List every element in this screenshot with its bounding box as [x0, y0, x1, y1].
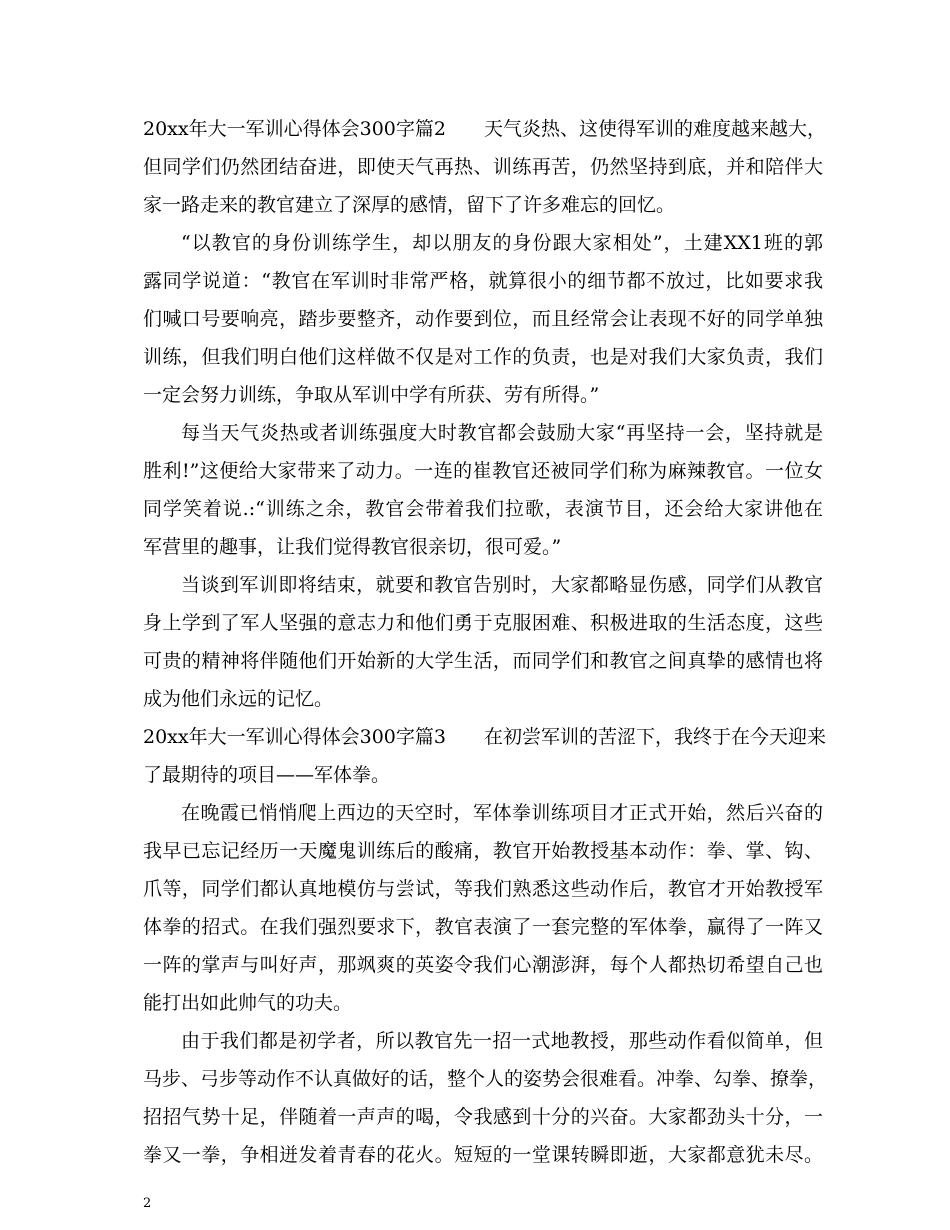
text-line: 训练，但我们明白他们这样做不仅是对工作的负责，也是对我们大家负责，我们 [143, 346, 823, 368]
text-line: 招招气势十足，伴随着一声声的喝，令我感到十分的兴奋。大家都劲头十分，一 [143, 1106, 823, 1128]
text-line: 家一路走来的教官建立了深厚的感情，留下了许多难忘的回忆。 [143, 194, 676, 216]
text-line: 胜利!”这便给大家带来了动力。一连的崔教官还被同学们称为麻辣教官。一位女 [143, 460, 823, 482]
text-line: 可贵的精神将伴随他们开始新的大学生活，而同学们和教官之间真挚的感情也将 [143, 650, 823, 672]
text-line: 爪等，同学们都认真地模仿与尝试，等我们熟悉这些动作后，教官才开始教授军 [143, 878, 823, 900]
text-line: 同学笑着说.:“训练之余，教官会带着我们拉歌，表演节目，还会给大家讲他在 [143, 498, 823, 520]
text-line: 马步、弓步等动作不认真做好的话，整个人的姿势会很难看。冲拳、勾拳、撩拳， [143, 1068, 828, 1090]
text-line: 一定会努力训练，争取从军训中学有所获、劳有所得。” [143, 384, 600, 406]
page-number: 2 [143, 1196, 152, 1211]
text-line: 军营里的趣事，让我们觉得教官很亲切，很可爱。” [143, 536, 562, 558]
text-line: 了最期待的项目——军体拳。 [143, 764, 391, 786]
text-line: 体拳的招式。在我们强烈要求下，教官表演了一套完整的军体拳，赢得了一阵又 [143, 916, 823, 938]
text-line: 当谈到军训即将结束，就要和教官告别时，大家都略显伤感，同学们从教官 [181, 574, 823, 596]
text-line: 一阵的掌声与叫好声，那飒爽的英姿令我们心潮澎湃，每个人都热切希望自己也 [143, 954, 823, 976]
text-line: 拳又一拳，争相迸发着青春的花火。短短的一堂课转瞬即逝，大家都意犹未尽。 [143, 1144, 823, 1166]
text-line: 每当天气炎热或者训练强度大时教官都会鼓励大家“再坚持一会，坚持就是 [181, 422, 823, 444]
text-line: 我早已忘记经历一天魔鬼训练后的酸痛，教官开始教授基本动作：拳、掌、钩、 [143, 840, 823, 862]
text-line: 露同学说道：“教官在军训时非常严格，就算很小的细节都不放过，比如要求我 [143, 270, 823, 292]
text-line: “以教官的身份训练学生，却以朋友的身份跟大家相处”，土建XX1班的郭 [181, 232, 823, 254]
text-line: 们喊口号要响亮，踏步要整齐，动作要到位，而且经常会让表现不好的同学单独 [143, 308, 823, 330]
text-line: 身上学到了军人坚强的意志力和他们勇于克服困难、积极进取的生活态度，这些 [143, 612, 823, 634]
text-line: 成为他们永远的记忆。 [143, 688, 334, 710]
text-line: 能打出如此帅气的功夫。 [143, 992, 353, 1014]
text-line: 20xx年大一军训心得体会300字篇3 在初尝军训的苦涩下，我终于在今天迎来 [143, 726, 826, 748]
text-line: 在晚霞已悄悄爬上西边的天空时，军体拳训练项目才正式开始，然后兴奋的 [181, 802, 823, 824]
text-line: 由于我们都是初学者，所以教官先一招一式地教授，那些动作看似简单，但 [181, 1030, 823, 1052]
text-line: 20xx年大一军训心得体会300字篇2 天气炎热、这使得军训的难度越来越大， [143, 118, 826, 140]
text-line: 但同学们仍然团结奋进，即使天气再热、训练再苦，仍然坚持到底，并和陪伴大 [143, 156, 823, 178]
